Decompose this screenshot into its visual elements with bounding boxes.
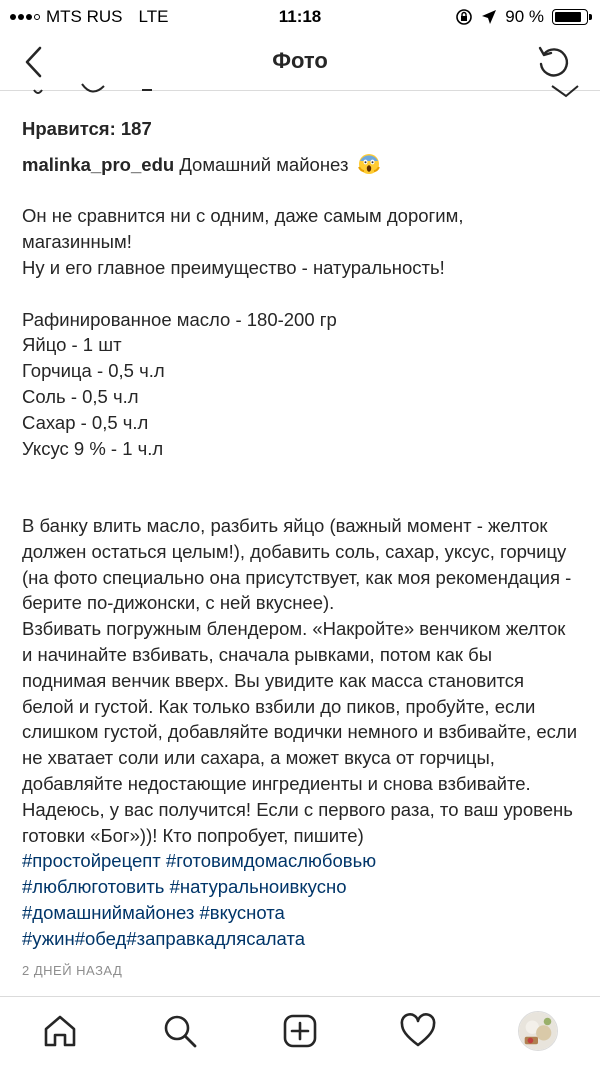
post-date: 2 ДНЕЙ НАЗАД bbox=[22, 962, 123, 978]
home-icon[interactable] bbox=[40, 1011, 80, 1051]
caption-title: Домашний майонез bbox=[179, 153, 349, 175]
status-right bbox=[455, 7, 588, 27]
search-icon[interactable] bbox=[160, 1011, 200, 1051]
hashtag-link[interactable]: #готовимдомаслюбовью bbox=[165, 850, 377, 872]
bottom-tab-bar bbox=[0, 996, 600, 1067]
action-icons-partial bbox=[0, 80, 600, 98]
caption-header bbox=[22, 152, 578, 178]
screaming-face-emoji bbox=[358, 153, 380, 175]
page-title: Фото bbox=[272, 48, 328, 73]
step-paragraph: Надеюсь, у вас получится! Если с первого раза, то ваш уровень готовки «Бог»))! Кто попробует, пишите) bbox=[22, 798, 573, 846]
battery-icon bbox=[552, 9, 588, 25]
hashtags bbox=[22, 848, 578, 951]
ingredient-line: Сахар - 0,5 ч.л bbox=[22, 411, 149, 433]
profile-avatar[interactable] bbox=[518, 1011, 558, 1051]
ingredient-line: Рафинированное масло - 180-200 гр bbox=[22, 308, 337, 330]
hashtag-link[interactable]: #натуральноивкусно bbox=[169, 876, 347, 898]
status-bar bbox=[0, 0, 600, 34]
carrier-label: MTS RUS bbox=[46, 7, 123, 26]
post-caption bbox=[22, 112, 578, 983]
hashtag-link[interactable]: #простойрецепт bbox=[22, 850, 161, 872]
step-paragraph: Взбивать погружным блендером. «Накройте» венчиком желток и начинайте взбивать, сначала рывками, потом как бы поднимая венчик вверх. Вы увидите как масса становится белой и густой. Как только взбили до пиков, пробуйте, если слишком густой, добавляйте водички немного и взбивайте, если не хватает соли или сахара, а может вкуса от горчицы, добавляйте недостающие ингредиенты и снова взбивайте. bbox=[22, 618, 578, 794]
hashtag-link[interactable]: #домашниймайонез bbox=[22, 901, 195, 923]
network-label: LTE bbox=[138, 7, 169, 26]
post-actions-peek bbox=[0, 80, 600, 98]
status-time: 11:18 bbox=[278, 7, 322, 26]
hashtag-link[interactable]: #вкуснота bbox=[199, 901, 285, 923]
ingredient-line: Соль - 0,5 ч.л bbox=[22, 385, 139, 407]
hashtag-link[interactable]: #обед bbox=[74, 927, 127, 949]
battery-percent: 90 % bbox=[505, 7, 544, 26]
likes-count[interactable]: Нравится: 187 bbox=[22, 118, 152, 139]
intro-line: Ну и его главное преимущество - натуральность! bbox=[22, 256, 445, 278]
orientation-lock-icon bbox=[455, 8, 473, 26]
ingredient-line: Уксус 9 % - 1 ч.л bbox=[22, 437, 164, 459]
location-icon bbox=[481, 9, 497, 25]
hashtag-link[interactable]: #люблюготовить bbox=[22, 876, 165, 898]
add-post-icon[interactable] bbox=[280, 1011, 320, 1051]
ingredient-line: Яйцо - 1 шт bbox=[22, 334, 122, 356]
step-paragraph: В банку влить масло, разбить яйцо (важный момент - желток должен остаться целым!), добавить соль, сахар, уксус, горчицу (на фото специально она присутствует, как моя рекомендация - берите по-дижонски, с ней вкуснее). bbox=[22, 514, 572, 614]
ingredient-line: Горчица - 0,5 ч.л bbox=[22, 360, 165, 382]
heart-icon[interactable] bbox=[398, 1011, 438, 1051]
username-link[interactable]: malinka_pro_edu bbox=[22, 153, 175, 175]
hashtag-link[interactable]: #ужин bbox=[22, 927, 75, 949]
hashtag-link[interactable]: #заправкадлясалата bbox=[126, 927, 305, 949]
intro-line: Он не сравнится ни с одним, даже самым дорогим, магазинным! bbox=[22, 205, 464, 253]
refresh-icon[interactable] bbox=[536, 44, 572, 80]
